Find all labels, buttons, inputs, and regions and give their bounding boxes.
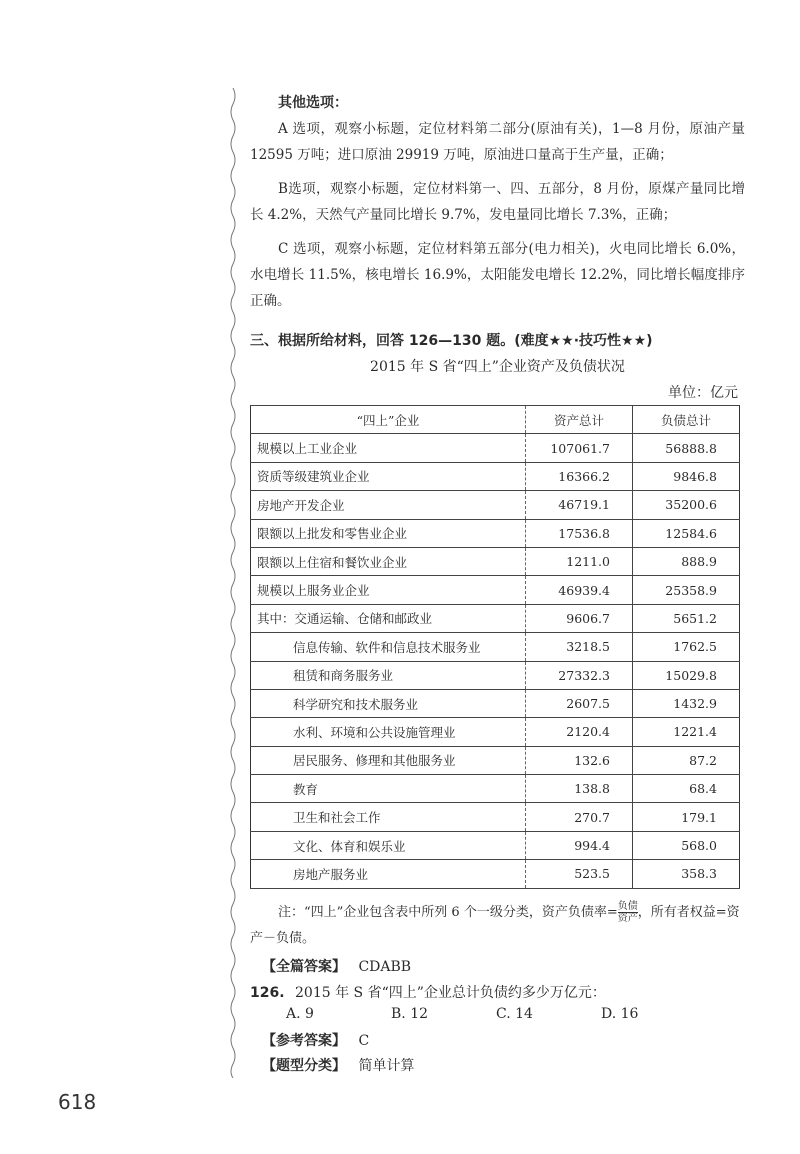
question-type-line [262,1055,414,1075]
reference-answer-value: C [358,1033,370,1049]
row-name: 教育 [251,775,526,803]
row-assets: 27332.3 [526,661,633,689]
row-name: 规模以上服务业企业 [251,576,526,604]
row-name: 房地产开发企业 [251,491,526,519]
row-debts: 56888.8 [633,434,740,462]
row-name: 资质等级建筑业企业 [251,462,526,490]
fraction-numerator: 负债 [617,901,638,912]
header-assets: 资产总计 [526,406,633,434]
row-assets: 107061.7 [526,434,633,462]
table-row [251,604,740,632]
option-c: C. 14 [496,1006,533,1022]
row-debts: 1432.9 [633,689,740,717]
question-126 [250,982,606,1002]
full-answer-line [262,956,411,976]
row-name: 科学研究和技术服务业 [251,689,526,717]
question-text: 2015 年 S 省“四上”企业总计负债约多少万亿元： [295,985,606,1001]
option-a-explanation: A 选项，观察小标题，定位材料第二部分(原油有关)，1—8 月份，原油产量 12595 万吨；进口原油 29919 万吨，原油进口量高于生产量，正确； [250,121,745,163]
reference-answer-line [262,1030,369,1050]
assets-debts-table [250,405,740,889]
row-debts: 12584.6 [633,519,740,547]
debt-ratio-fraction [618,901,638,924]
row-name: 卫生和社会工作 [251,803,526,831]
row-name: 限额以上批发和零售业企业 [251,519,526,547]
question-type-tag: 【题型分类】 [262,1058,346,1074]
option-c-explanation: C 选项，观察小标题，定位材料第五部分(电力相关)，火电同比增长 6.0%，水电增长 11.5%，核电增长 16.9%，太阳能发电增长 12.2%，同比增长幅度排序正确。 [250,241,745,309]
fraction-denominator: 资产 [617,913,638,924]
row-debts: 15029.8 [633,661,740,689]
row-assets: 3218.5 [526,633,633,661]
row-assets: 270.7 [526,803,633,831]
row-debts: 5651.2 [633,604,740,632]
table-note [250,900,745,952]
row-name: 房地产服务业 [251,860,526,888]
table-unit: 单位：亿元 [668,385,738,401]
table-row [251,775,740,803]
table-row [251,718,740,746]
row-name: 水利、环境和公共设施管理业 [251,718,526,746]
table-row [251,803,740,831]
row-name: 信息传输、软件和信息技术服务业 [251,633,526,661]
row-name: 居民服务、修理和其他服务业 [251,746,526,774]
row-debts: 68.4 [633,775,740,803]
table-row [251,491,740,519]
row-assets: 2120.4 [526,718,633,746]
header-debts: 负债总计 [633,406,740,434]
table-row [251,576,740,604]
row-name: 其中：交通运输、仓储和邮政业 [251,604,526,632]
question-type-value: 简单计算 [358,1058,415,1074]
full-answer-tag: 【全篇答案】 [262,959,346,975]
row-debts: 35200.6 [633,491,740,519]
row-assets: 1211.0 [526,547,633,575]
page-border-decoration [228,88,238,1078]
row-debts: 9846.8 [633,462,740,490]
row-debts: 25358.9 [633,576,740,604]
note-prefix: 注：“四上”企业包含表中所列 6 个一级分类，资产负债率= [278,905,618,920]
row-debts: 888.9 [633,547,740,575]
page-number: 618 [58,1090,97,1114]
other-options-heading: 其他选项： [278,95,348,111]
row-assets: 2607.5 [526,689,633,717]
row-assets: 16366.2 [526,462,633,490]
option-b: B. 12 [391,1006,429,1022]
option-d: D. 16 [601,1006,639,1022]
table-row [251,519,740,547]
table-header-row [251,406,740,434]
table-row [251,547,740,575]
note-suffix: ，所有者权益=资产－负债。 [250,905,740,946]
table-row [251,434,740,462]
other-options-block [250,90,745,314]
option-b-explanation: B选项，观察小标题，定位材料第一、四、五部分，8 月份，原煤产量同比增长 4.2%，天然气产量同比增长 9.7%，发电量同比增长 7.3%，正确； [250,181,745,223]
row-debts: 1221.4 [633,718,740,746]
row-assets: 17536.8 [526,519,633,547]
row-debts: 87.2 [633,746,740,774]
row-assets: 46939.4 [526,576,633,604]
row-name: 规模以上工业企业 [251,434,526,462]
row-assets: 46719.1 [526,491,633,519]
row-assets: 138.8 [526,775,633,803]
row-debts: 568.0 [633,831,740,859]
table-row [251,860,740,888]
row-name: 租赁和商务服务业 [251,661,526,689]
header-enterprise: “四上”企业 [251,406,526,434]
row-assets: 523.5 [526,860,633,888]
option-a: A. 9 [286,1006,314,1022]
row-name: 文化、体育和娱乐业 [251,831,526,859]
row-debts: 1762.5 [633,633,740,661]
table-row [251,633,740,661]
table-row [251,746,740,774]
section-title: 三、根据所给材料，回答 126—130 题。(难度★★·技巧性★★) [250,333,653,349]
row-assets: 9606.7 [526,604,633,632]
row-name: 限额以上住宿和餐饮业企业 [251,547,526,575]
question-options [286,1006,706,1022]
reference-answer-tag: 【参考答案】 [262,1033,346,1049]
row-debts: 358.3 [633,860,740,888]
row-assets: 994.4 [526,831,633,859]
row-debts: 179.1 [633,803,740,831]
table-row [251,661,740,689]
table-row [251,689,740,717]
question-number: 126. [250,985,285,1001]
table-row [251,831,740,859]
row-assets: 132.6 [526,746,633,774]
table-title: 2015 年 S 省“四上”企业资产及负债状况 [370,359,625,375]
table-row [251,462,740,490]
full-answer-value: CDABB [358,959,412,975]
